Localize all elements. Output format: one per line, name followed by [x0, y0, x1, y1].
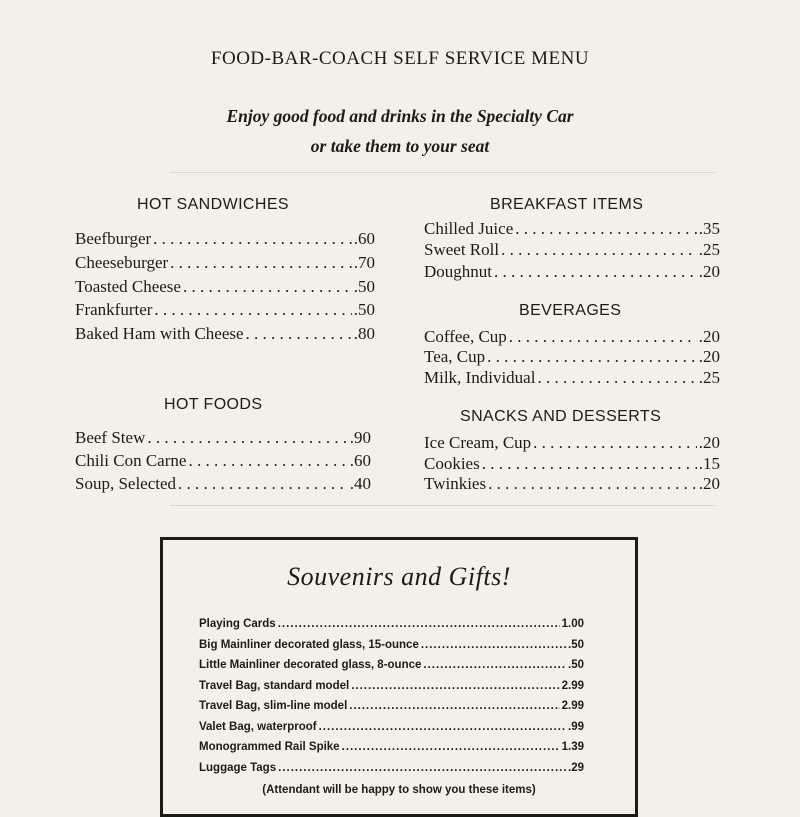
- menu-item: Ice Cream, Cup . . . .20: [424, 433, 720, 456]
- souvenir-item: Valet Bag, waterproof ..... .99: [199, 721, 584, 741]
- menu-item: Baked Ham with Cheese . . . .80: [75, 324, 375, 347]
- tagline-line-2: or take them to your seat: [310, 136, 490, 156]
- menu-item: Milk, Individual . . . .25: [424, 368, 720, 391]
- menu-item: Chilled Juice . . . .35: [424, 219, 720, 242]
- page-title: FOOD-BAR-COACH SELF SERVICE MENU: [210, 48, 590, 69]
- menu-item: Twinkies . . . .20: [424, 474, 720, 497]
- snacks-desserts-heading: SNACKS AND DESSERTS: [460, 408, 662, 425]
- souvenirs-box: [160, 537, 638, 817]
- menu-item: Cheeseburger . . . .70: [75, 253, 375, 276]
- menu-item: Cookies . . . .15: [424, 454, 720, 477]
- attendant-note: (Attendant will be happy to show you these items): [262, 784, 536, 796]
- souvenir-item: Playing Cards ..... 1.00: [199, 618, 584, 638]
- souvenirs-title: Souvenirs and Gifts!: [287, 562, 511, 591]
- menu-item: Beef Stew . . . .90: [75, 428, 371, 451]
- menu-item: Soup, Selected . . . .40: [75, 474, 371, 497]
- souvenir-item: Travel Bag, standard model ..... 2.99: [199, 680, 584, 700]
- beverages-heading: BEVERAGES: [519, 302, 622, 319]
- souvenir-item: Little Mainliner decorated glass, 8-ounce ..... .50: [199, 659, 584, 679]
- souvenir-item: Monogrammed Rail Spike ..... 1.39: [199, 741, 584, 761]
- hot-sandwiches-heading: HOT SANDWICHES: [137, 196, 289, 213]
- menu-item: Beefburger . . . .60: [75, 229, 375, 252]
- souvenir-item: Big Mainliner decorated glass, 15-ounce ..... .50: [199, 639, 584, 659]
- menu-item: Coffee, Cup . . . .20: [424, 327, 720, 350]
- menu-item: Doughnut . . . .20: [424, 262, 720, 285]
- menu-item: Chili Con Carne . . . .60: [75, 451, 371, 474]
- menu-item: Sweet Roll . . . .25: [424, 240, 720, 263]
- hot-foods-heading: HOT FOODS: [164, 396, 263, 413]
- souvenir-item: Travel Bag, slim-line model ..... 2.99: [199, 700, 584, 720]
- menu-item: Frankfurter . . . .50: [75, 300, 375, 323]
- menu-item: Tea, Cup . . . .20: [424, 347, 720, 370]
- show-through-line: [170, 505, 715, 506]
- menu-item: Toasted Cheese . . . .50: [75, 277, 375, 300]
- breakfast-items-heading: BREAKFAST ITEMS: [490, 196, 644, 213]
- tagline-line-1: Enjoy good food and drinks in the Specialty Car: [226, 106, 574, 126]
- show-through-line: [170, 172, 715, 173]
- souvenir-item: Luggage Tags ..... .29: [199, 762, 584, 782]
